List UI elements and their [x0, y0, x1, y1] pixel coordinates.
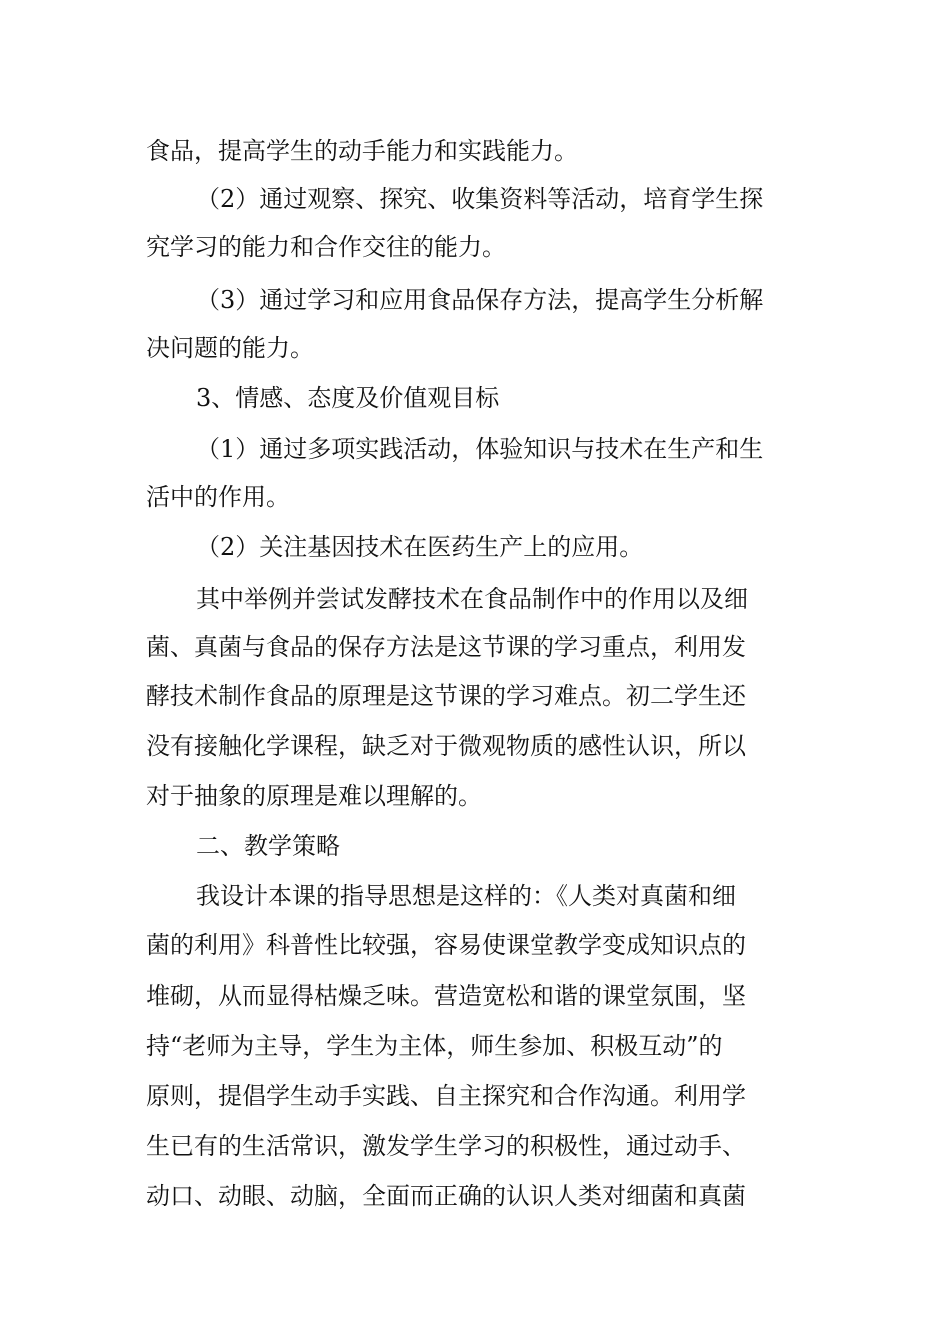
section-heading: 二、教学策略: [196, 832, 340, 860]
text-line: 食品，提高学生的动手能力和实践能力。: [146, 137, 578, 165]
text-line: 没有接触化学课程，缺乏对于微观物质的感性认识，所以: [146, 732, 746, 760]
text-line: 菌的利用》科普性比较强，容易使课堂教学变成知识点的: [146, 931, 746, 959]
text-line: 我设计本课的指导思想是这样的：《人类对真菌和细: [196, 882, 736, 910]
text-line: 对于抽象的原理是难以理解的。: [146, 782, 482, 810]
text-line: 动口、动眼、动脑，全面而正确的认识人类对细菌和真菌: [146, 1182, 746, 1210]
text-line: 堆砌，从而显得枯燥乏味。营造宽松和谐的课堂氛围，坚: [146, 982, 746, 1010]
text-line: （2）通过观察、探究、收集资料等活动，培育学生探: [196, 185, 764, 213]
text-line: 决问题的能力。: [146, 334, 314, 362]
text-line: 酵技术制作食品的原理是这节课的学习难点。初二学生还: [146, 682, 746, 710]
text-line: （1）通过多项实践活动，体验知识与技术在生产和生: [196, 435, 764, 463]
section-heading: 3、情感、态度及价值观目标: [196, 384, 500, 412]
text-line: 菌、真菌与食品的保存方法是这节课的学习重点，利用发: [146, 633, 746, 661]
text-line: 活中的作用。: [146, 483, 290, 511]
text-line: 持“老师为主导，学生为主体，师生参加、积极互动”的: [146, 1032, 723, 1060]
text-line: 原则，提倡学生动手实践、自主探究和合作沟通。利用学: [146, 1082, 746, 1110]
text-line: 生已有的生活常识，激发学生学习的积极性，通过动手、: [146, 1132, 746, 1160]
text-line: （2）关注基因技术在医药生产上的应用。: [196, 533, 644, 561]
text-line: （3）通过学习和应用食品保存方法，提高学生分析解: [196, 286, 764, 314]
text-line: 究学习的能力和合作交往的能力。: [146, 233, 506, 261]
text-line: 其中举例并尝试发酵技术在食品制作中的作用以及细: [196, 585, 748, 613]
